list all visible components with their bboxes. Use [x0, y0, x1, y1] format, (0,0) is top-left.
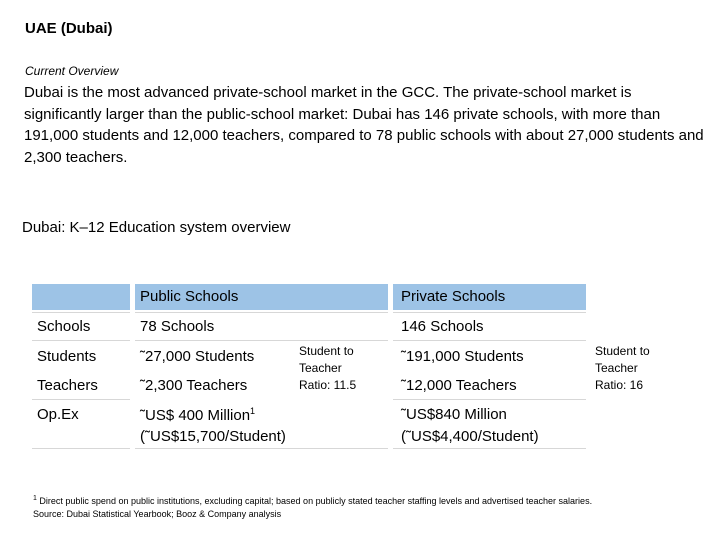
row-divider	[32, 448, 130, 449]
row-divider	[393, 340, 586, 341]
row-label-students: Students	[37, 348, 97, 365]
column-header-private: Private Schools	[401, 288, 506, 305]
public-opex-amount: ˜US$ 400 Million	[140, 407, 251, 424]
section-subtitle: Current Overview	[25, 64, 119, 78]
public-schools-value: 78 Schools	[140, 318, 215, 335]
private-teachers-value: ˜12,000 Teachers	[401, 377, 517, 394]
ratio-line: Teacher	[299, 361, 342, 375]
public-ratio-note	[299, 343, 356, 394]
row-divider	[135, 448, 388, 449]
public-opex-value	[140, 406, 255, 424]
table-caption: Dubai: K–12 Education system overview	[22, 219, 291, 236]
row-divider	[135, 312, 388, 313]
private-opex-value: ˜US$840 Million	[401, 406, 507, 423]
page-title: UAE (Dubai)	[25, 20, 113, 37]
footnote-marker: 1	[250, 406, 256, 416]
footnote-line-1	[33, 492, 592, 508]
column-header-public: Public Schools	[140, 288, 239, 305]
header-blank-cell	[32, 284, 130, 310]
row-divider	[393, 448, 586, 449]
footnote-marker: 1	[33, 495, 37, 502]
private-schools-value: 146 Schools	[401, 318, 484, 335]
row-divider	[32, 399, 130, 400]
public-students-value: ˜27,000 Students	[140, 348, 255, 365]
footnote-source: Source: Dubai Statistical Yearbook; Booz & Company analysis	[33, 509, 282, 519]
private-ratio-note	[595, 343, 650, 394]
ratio-line: Student to	[595, 344, 650, 358]
overview-paragraph: Dubai is the most advanced private-school market in the GCC. The private-school market is significantly larger than the public-school market: Dubai has 146 private schools, with more than 191,000 students and 12,000 teachers, compared to 78 public schools with about 27,000 students and 2,300 teachers.	[24, 84, 704, 166]
row-divider	[32, 312, 130, 313]
ratio-line: Ratio: 11.5	[299, 378, 357, 392]
row-divider	[393, 312, 586, 313]
row-divider	[393, 399, 586, 400]
row-label-teachers: Teachers	[37, 377, 98, 394]
ratio-line: Ratio: 16	[595, 378, 644, 392]
footnote-text: Direct public spend on public institutions, excluding capital; based on publicly stated teacher staffing levels and advertised teacher salaries.	[36, 496, 593, 506]
row-divider	[32, 340, 130, 341]
public-opex-per-student: (˜US$15,700/Student)	[140, 428, 286, 445]
private-opex-per-student: (˜US$4,400/Student)	[401, 428, 539, 445]
footnote	[33, 492, 592, 521]
ratio-line: Teacher	[595, 361, 638, 375]
ratio-line: Student to	[299, 344, 354, 358]
private-students-value: ˜191,000 Students	[401, 348, 524, 365]
row-label-opex: Op.Ex	[37, 406, 79, 423]
public-teachers-value: ˜2,300 Teachers	[140, 377, 248, 394]
row-divider	[135, 340, 388, 341]
row-label-schools: Schools	[37, 318, 91, 335]
